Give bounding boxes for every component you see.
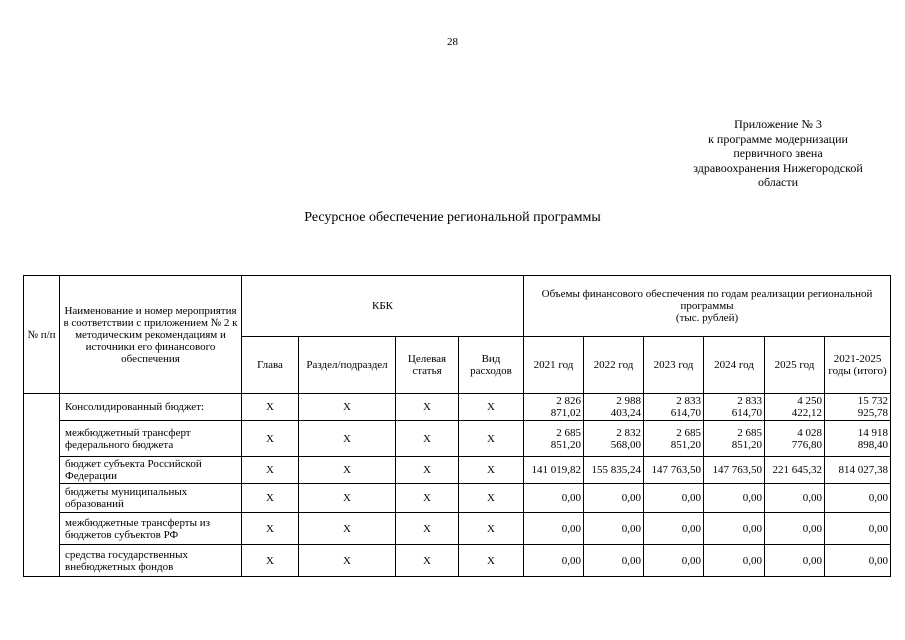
value-cell: 0,00 (584, 513, 644, 545)
table-row (24, 484, 891, 513)
header-num: № п/п (24, 276, 60, 394)
document-title: Ресурсное обеспечение региональной программы (304, 210, 601, 225)
total-cell: 814 027,38 (825, 457, 891, 484)
value-cell: 2 685 851,20 (524, 421, 584, 457)
value-cell: 0,00 (584, 545, 644, 577)
value-cell: 2 833 614,70 (704, 394, 765, 421)
total-cell: 0,00 (825, 484, 891, 513)
kbk-cell: X (459, 457, 524, 484)
value-cell: 4 028 776,80 (765, 421, 825, 457)
appendix-line: Приложение № 3 (734, 117, 822, 131)
value-cell: 147 763,50 (704, 457, 765, 484)
value-cell: 2 685 851,20 (704, 421, 765, 457)
value-cell: 0,00 (704, 484, 765, 513)
value-cell: 0,00 (644, 484, 704, 513)
total-cell: 14 918 898,40 (825, 421, 891, 457)
header-financing-title: Объемы финансового обеспечения по годам реализации региональной программы (541, 288, 873, 312)
value-cell: 0,00 (644, 513, 704, 545)
total-cell: 15 732 925,78 (825, 394, 891, 421)
header-year-2022: 2022 год (584, 337, 644, 394)
row-name: межбюджетные трансферты из бюджетов субъектов РФ (60, 513, 242, 545)
row-number-cell (24, 394, 60, 577)
header-year-2024: 2024 год (704, 337, 765, 394)
appendix-line: к программе модернизации (708, 131, 848, 146)
value-cell: 2 988 403,24 (584, 394, 644, 421)
value-cell: 0,00 (765, 545, 825, 577)
kbk-cell: X (396, 394, 459, 421)
kbk-cell: X (242, 457, 299, 484)
kbk-cell: X (299, 394, 396, 421)
kbk-cell: X (299, 421, 396, 457)
value-cell: 147 763,50 (644, 457, 704, 484)
header-target: Целевая статья (396, 337, 459, 394)
header-glava: Глава (242, 337, 299, 394)
kbk-cell: X (242, 545, 299, 577)
table-row (24, 545, 891, 577)
value-cell: 2 685 851,20 (644, 421, 704, 457)
kbk-cell: X (459, 484, 524, 513)
kbk-cell: X (459, 394, 524, 421)
value-cell: 0,00 (704, 513, 765, 545)
value-cell: 2 832 568,00 (584, 421, 644, 457)
header-kbk: КБК (242, 276, 524, 337)
table-row (24, 421, 891, 457)
header-financing (524, 276, 891, 337)
header-total: 2021-2025 годы (итого) (825, 337, 891, 394)
kbk-cell: X (242, 513, 299, 545)
table-row (24, 513, 891, 545)
kbk-cell: X (242, 484, 299, 513)
kbk-cell: X (299, 484, 396, 513)
value-cell: 141 019,82 (524, 457, 584, 484)
value-cell: 0,00 (524, 513, 584, 545)
row-name: средства государственных внебюджетных фондов (60, 545, 242, 577)
kbk-cell: X (396, 421, 459, 457)
value-cell: 155 835,24 (584, 457, 644, 484)
appendix-line: области (757, 175, 799, 189)
value-cell: 0,00 (644, 545, 704, 577)
value-cell: 0,00 (584, 484, 644, 513)
value-cell: 221 645,32 (765, 457, 825, 484)
header-razdel: Раздел/подраздел (299, 337, 396, 394)
resource-table (23, 275, 891, 577)
header-expense-type: Вид расходов (459, 337, 524, 394)
header-name: Наименование и номер мероприятия в соответствии с приложением № 2 к методическим рекомендациям и источники его финансового обеспечения (60, 276, 242, 394)
kbk-cell: X (396, 513, 459, 545)
appendix-note (668, 117, 888, 190)
row-name: Консолидированный бюджет: (60, 394, 242, 421)
kbk-cell: X (459, 421, 524, 457)
header-year-2021: 2021 год (524, 337, 584, 394)
value-cell: 4 250 422,12 (765, 394, 825, 421)
total-cell: 0,00 (825, 513, 891, 545)
kbk-cell: X (299, 545, 396, 577)
kbk-cell: X (459, 513, 524, 545)
kbk-cell: X (299, 457, 396, 484)
value-cell: 0,00 (524, 484, 584, 513)
header-year-2025: 2025 год (765, 337, 825, 394)
row-name: бюджеты муниципальных образований (60, 484, 242, 513)
value-cell: 0,00 (765, 484, 825, 513)
value-cell: 0,00 (765, 513, 825, 545)
value-cell: 2 826 871,02 (524, 394, 584, 421)
kbk-cell: X (299, 513, 396, 545)
kbk-cell: X (396, 545, 459, 577)
value-cell: 2 833 614,70 (644, 394, 704, 421)
kbk-cell: X (242, 421, 299, 457)
total-cell: 0,00 (825, 545, 891, 577)
appendix-line: первичного звена (733, 146, 823, 160)
row-name: межбюджетный трансферт федерального бюджета (60, 421, 242, 457)
value-cell: 0,00 (704, 545, 765, 577)
kbk-cell: X (242, 394, 299, 421)
page-number: 28 (447, 36, 458, 48)
row-name: бюджет субъекта Российской Федерации (60, 457, 242, 484)
appendix-line: здравоохранения Нижегородской (693, 160, 863, 175)
value-cell: 0,00 (524, 545, 584, 577)
kbk-cell: X (396, 484, 459, 513)
kbk-cell: X (459, 545, 524, 577)
table-row (24, 457, 891, 484)
header-year-2023: 2023 год (644, 337, 704, 394)
table-row (24, 394, 891, 421)
kbk-cell: X (396, 457, 459, 484)
header-financing-unit: (тыс. рублей) (675, 312, 739, 324)
